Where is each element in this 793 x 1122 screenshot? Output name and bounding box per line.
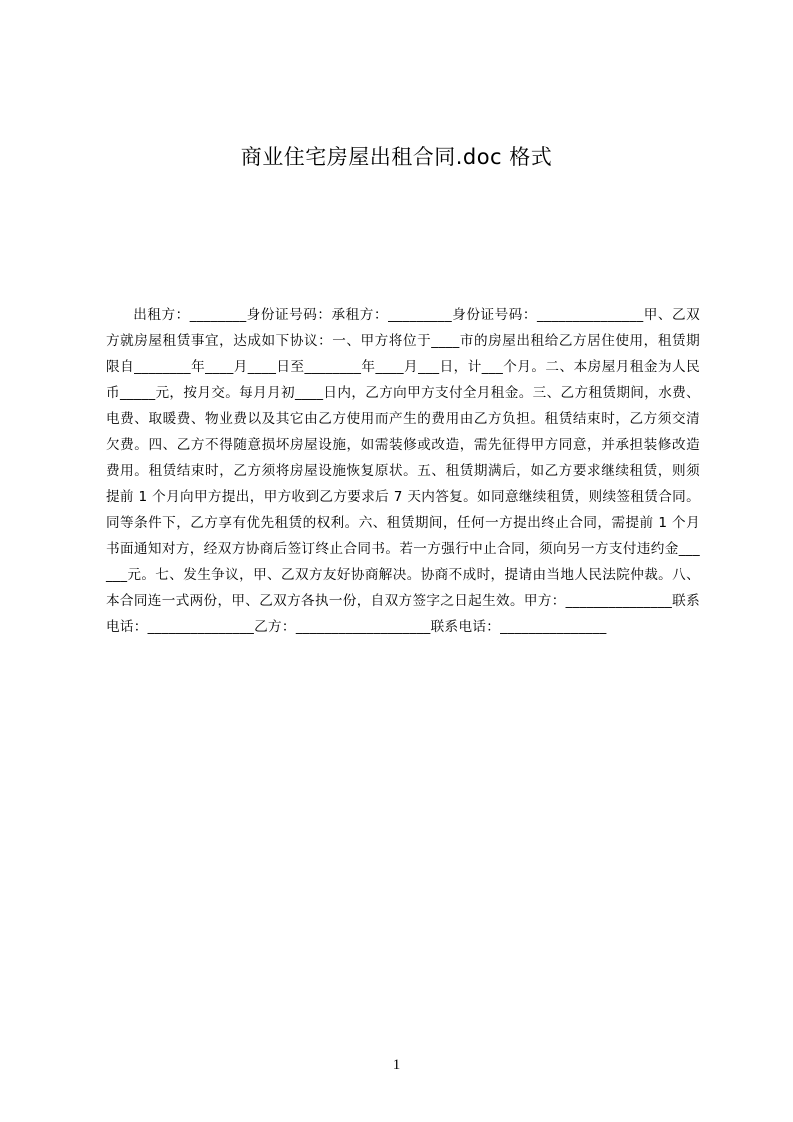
document-title: 商业住宅房屋出租合同.doc 格式: [240, 145, 553, 169]
contract-body: 出租方：________身份证号码：承租方：_________身份证号码：_______________甲、乙双方就房屋租赁事宜，达成如下协议：一、甲方将位于____市的房屋出租给乙方居住使用，租赁期限自________年____月____日至________年____月___日，计___个月。二、本房屋月租金为人民币_____元，按月交。每月月初____日内，乙方向甲方支付全月租金。三、乙方租赁期间，水费、电费、取暖费、物业费以及其它由乙方使用而产生的费用由乙方负担。租赁结束时，乙方须交清欠费。四、乙方不得随意损坏房屋设施，如需装修或改造，需先征得甲方同意，并承担装修改造费用。租赁结束时，乙方须将房屋设施恢复原状。五、租赁期满后，如乙方要求继续租赁，则须提前 1 个月向甲方提出，甲方收到乙方要求后 7 天内答复。如同意继续租赁，则续签租赁合同。同等条件下，乙方享有优先租赁的权利。六、租赁期间，任何一方提出终止合同，需提前 1 个月书面通知对方，经双方协商后签订终止合同书。若一方强行中止合同，须向另一方支付违约金______元。七、发生争议，甲、乙双方友好协商解决。协商不成时，提请由当地人民法院仲裁。八、本合同连一式两份，甲、乙双方各执一份，自双方签字之日起生效。甲方：_______________联系电话：_______________乙方：___________________联系电话：_______________: [106, 306, 700, 635]
page-number: 1: [392, 1057, 401, 1073]
